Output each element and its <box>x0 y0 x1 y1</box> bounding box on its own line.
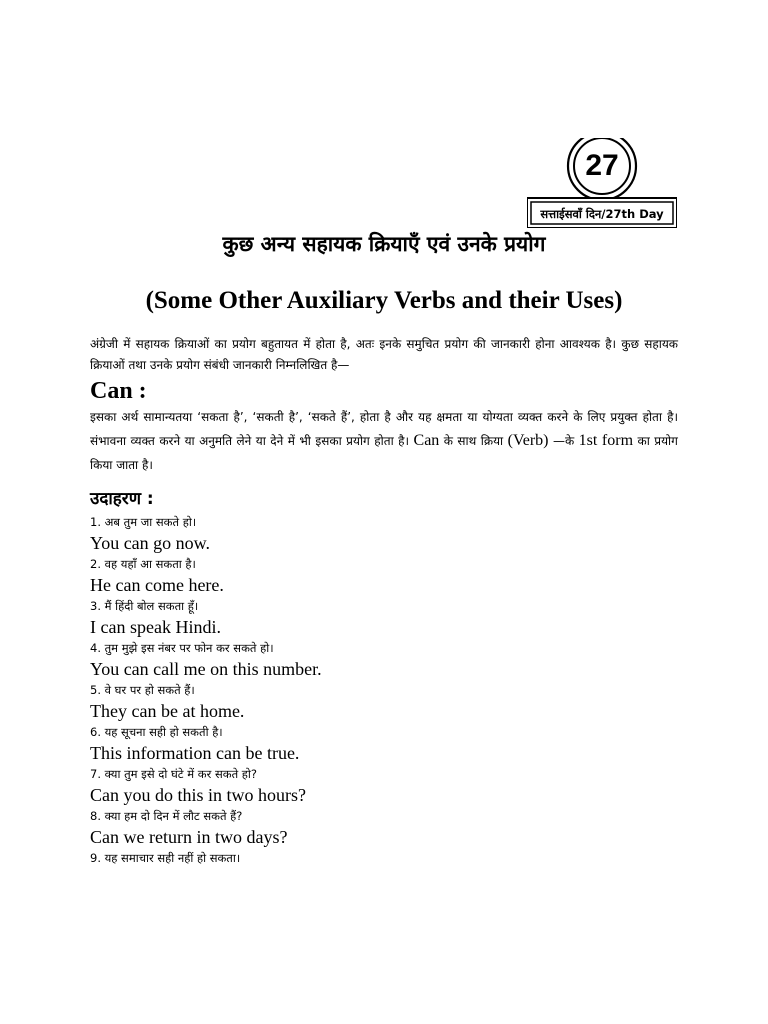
can-desc-part2: के साथ क्रिया <box>443 434 504 448</box>
can-description <box>90 405 678 477</box>
form-word: 1st form <box>578 432 634 449</box>
day-number: 27 <box>585 149 619 182</box>
example-item <box>90 806 690 848</box>
example-hindi: 9. यह समाचार सही नहीं हो सकता। <box>90 851 241 865</box>
example-english: Can we return in two days? <box>90 827 288 847</box>
examples-list <box>90 512 690 890</box>
page-title-english: (Some Other Auxiliary Verbs and their Uses) <box>145 287 623 314</box>
examples-heading: उदाहरण : <box>90 489 154 509</box>
example-hindi: 2. वह यहाँ आ सकता है। <box>90 557 196 571</box>
example-hindi: 3. मैं हिंदी बोल सकता हूँ। <box>90 599 199 613</box>
section-heading-can: Can : <box>90 378 147 404</box>
example-hindi: 4. तुम मुझे इस नंबर पर फोन कर सकते हो। <box>90 641 274 655</box>
example-item <box>90 848 690 890</box>
example-hindi: 1. अब तुम जा सकते हो। <box>90 515 197 529</box>
can-desc-part4: का प्रयोग किया जाता है। <box>90 434 678 472</box>
example-item <box>90 512 690 554</box>
verb-word: (Verb) <box>507 432 549 449</box>
example-english: He can come here. <box>90 575 224 595</box>
example-english: Can you do this in two hours? <box>90 785 306 805</box>
can-desc-part1: इसका अर्थ सामान्यतया ‘सकता है’, ‘सकती है’, ‘सकते हैं’, होता है और यह क्षमता या योग्यता व्यक्त करने के लिए प्रयुक्त होता है। संभावना व्यक्त करने या अनुमति लेने या देने में भी इसका प्रयोग होता है। <box>90 410 678 448</box>
example-hindi: 7. क्या तुम इसे दो घंटे में कर सकते हो? <box>90 767 257 781</box>
example-english: I can speak Hindi. <box>90 617 221 637</box>
day-badge <box>527 138 677 228</box>
example-english <box>90 868 690 890</box>
can-word: Can <box>413 432 440 449</box>
example-item <box>90 638 690 680</box>
example-english: You can call me on this number. <box>90 659 322 679</box>
example-english: This information can be true. <box>90 743 300 763</box>
example-item <box>90 596 690 638</box>
example-item <box>90 680 690 722</box>
example-english: You can go now. <box>90 533 211 553</box>
example-hindi: 8. क्या हम दो दिन में लौट सकते हैं? <box>90 809 243 823</box>
example-item <box>90 722 690 764</box>
example-item <box>90 764 690 806</box>
day-label: सत्ताईसवाँ दिन/27th Day <box>540 207 664 221</box>
example-english: They can be at home. <box>90 701 245 721</box>
page-title-hindi: कुछ अन्य सहायक क्रियाएँ एवं उनके प्रयोग <box>222 232 546 256</box>
can-desc-part3: —के <box>552 434 575 448</box>
intro-paragraph: अंग्रेजी में सहायक क्रियाओं का प्रयोग बहुतायत में होता है, अतः इनके समुचित प्रयोग की जानकारी होना आवश्यक है। कुछ सहायक क्रियाओं तथा उनके प्रयोग संबंधी जानकारी निम्नलिखित है— <box>90 337 678 372</box>
example-item <box>90 554 690 596</box>
example-hindi: 5. वे घर पर हो सकते हैं। <box>90 683 195 697</box>
example-hindi: 6. यह सूचना सही हो सकती है। <box>90 725 223 739</box>
